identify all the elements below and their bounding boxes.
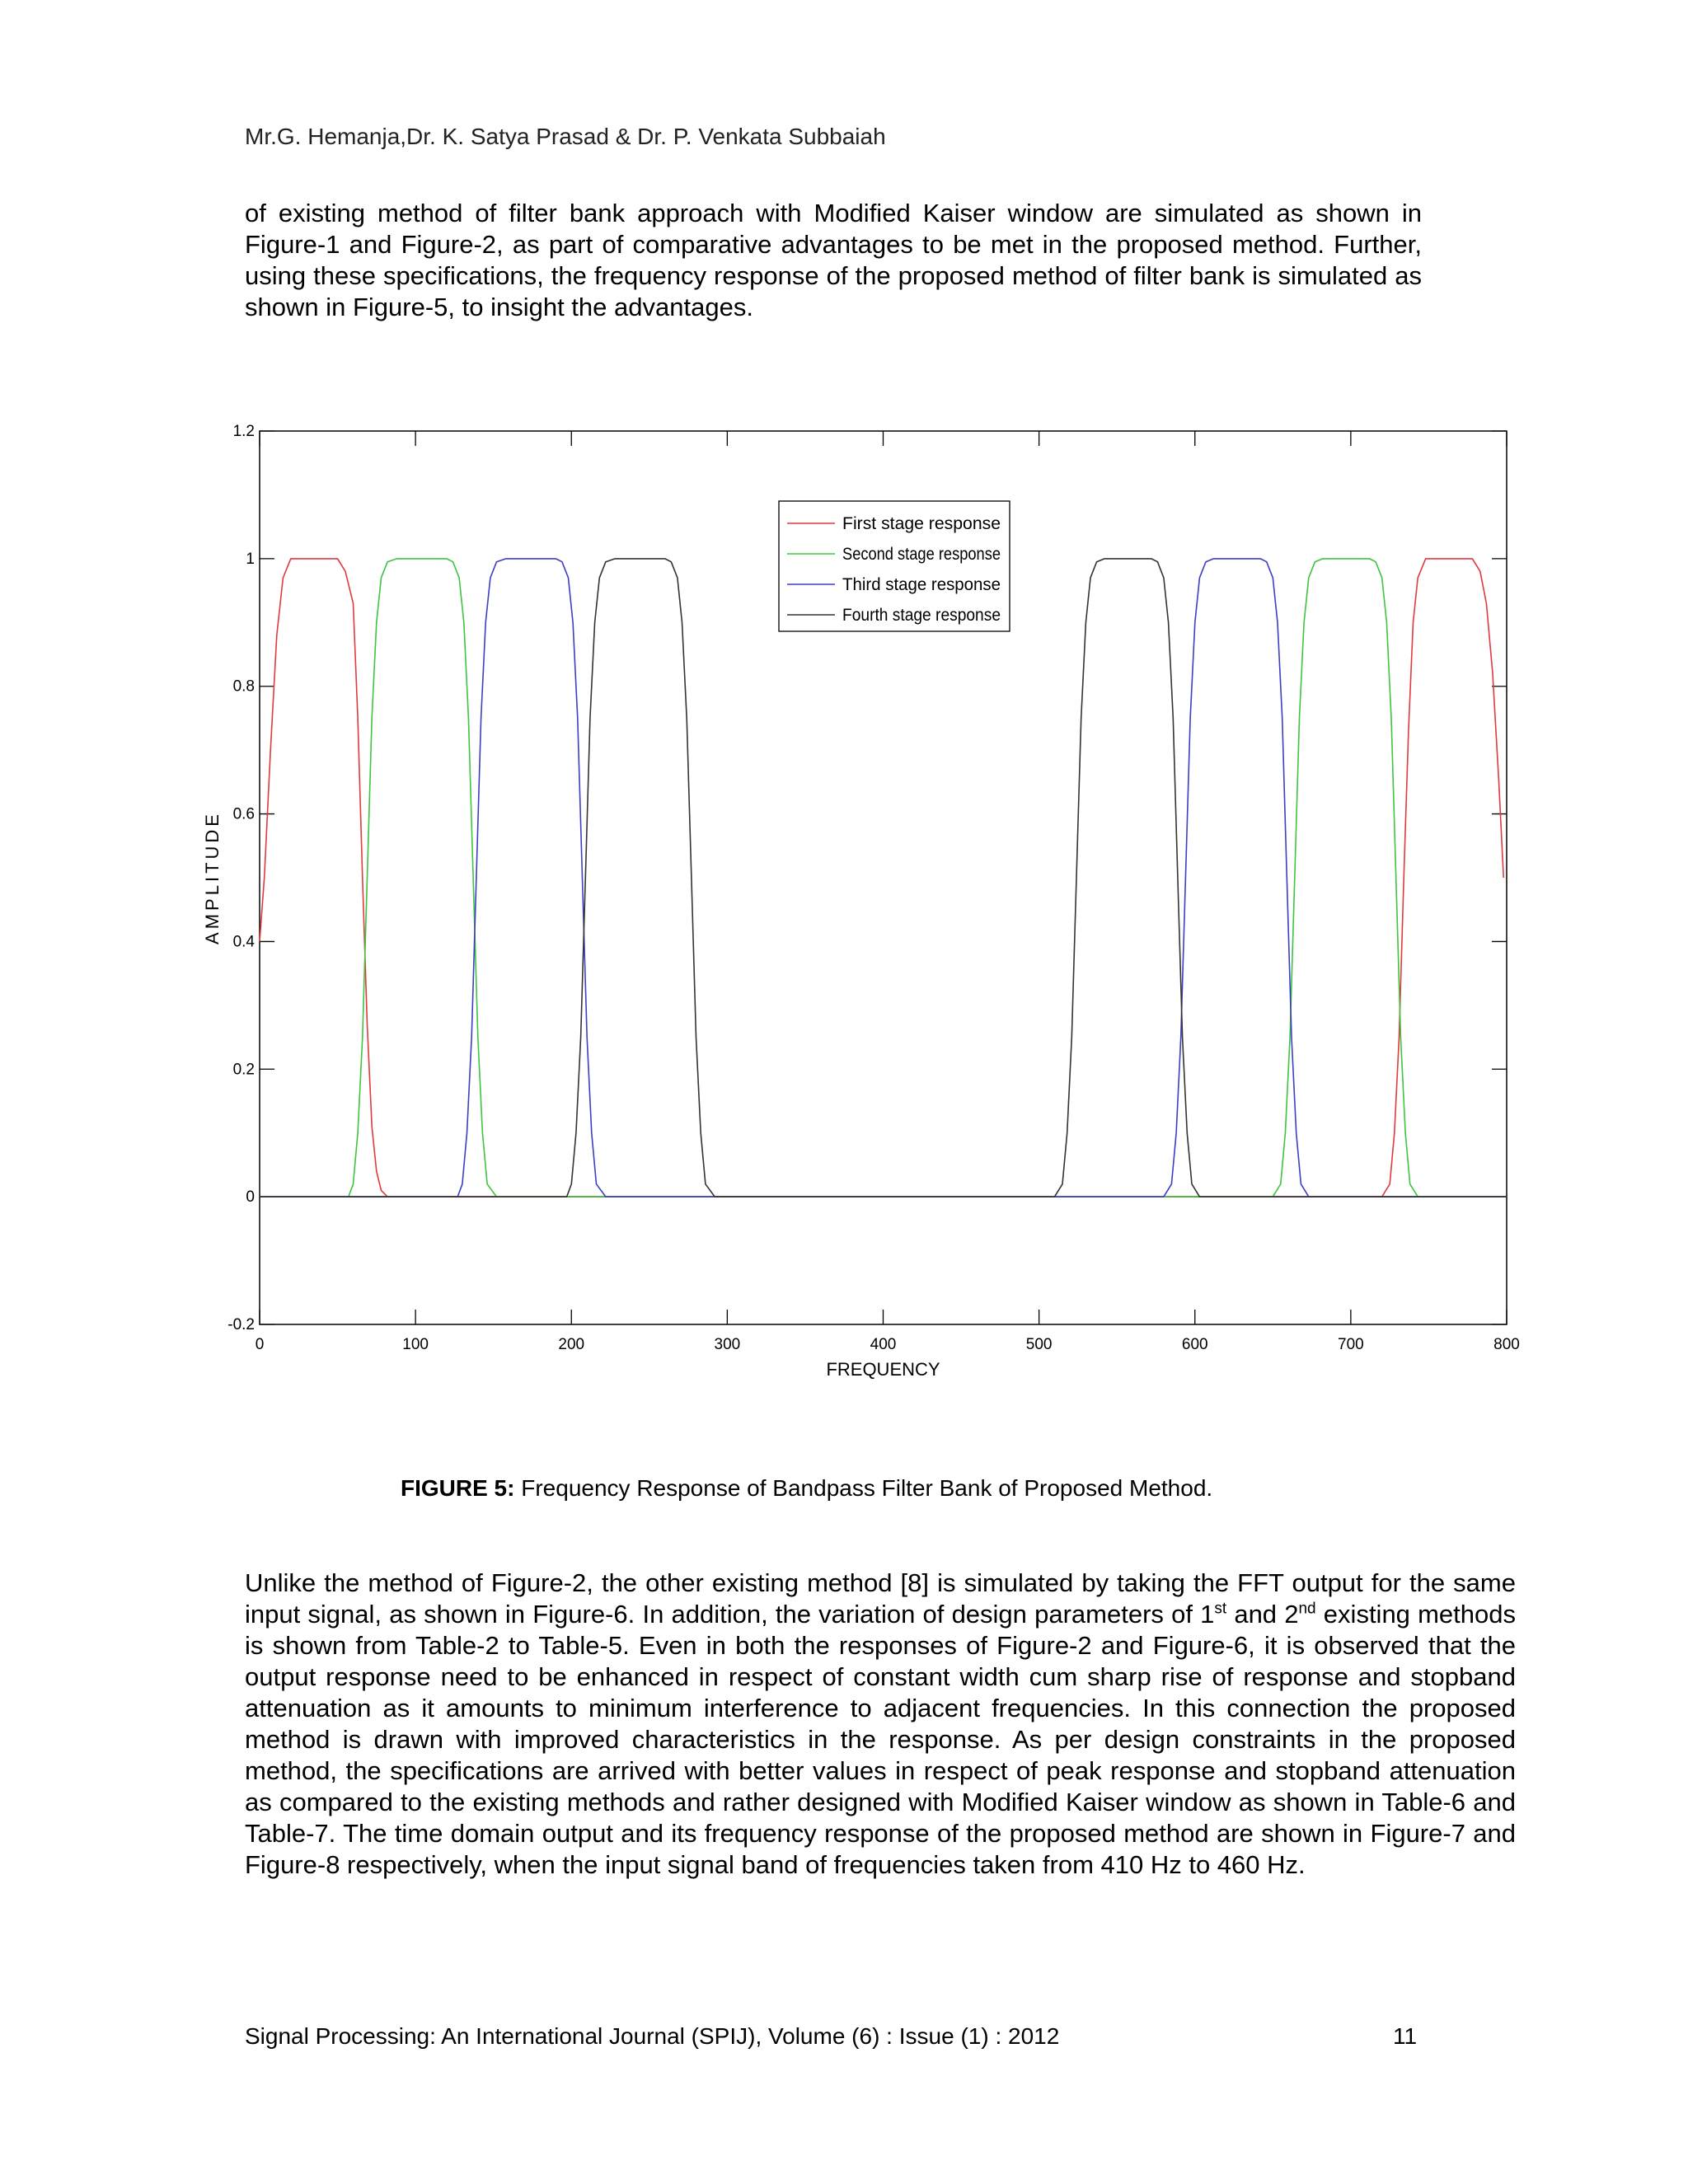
caption-label: FIGURE 5: — [401, 1475, 515, 1501]
x-tick-label: 100 — [402, 1336, 429, 1353]
legend-label-3: Third stage response — [842, 575, 1001, 594]
paragraph-intro: of existing method of filter bank approach with Modified Kaiser window are simulated as shown in Figure-1 and Figure-2, as part of comparative advantages to be met in the proposed method. Further, using these specifications, the frequency response of the proposed method of filter bank is simulated as shown in Figure-5, to insight the advantages. — [245, 199, 1422, 321]
x-tick-label: 400 — [870, 1336, 897, 1353]
legend-label-1: First stage response — [842, 514, 1001, 533]
x-tick-label: 300 — [714, 1336, 741, 1353]
frequency-response-chart — [190, 416, 1541, 1405]
x-axis-label: FREQUENCY — [826, 1359, 940, 1380]
para2-part1: Unlike the method of Figure-2, the other existing method [8] is simulated by taking the FFT output for the same input signal, as shown in Figure-6. In addition, the variation of design parameters of 1 — [245, 1568, 1516, 1629]
figure-caption — [401, 1475, 1212, 1502]
legend-label-4: Fourth stage response — [842, 606, 1001, 625]
y-tick-label: -0.2 — [227, 1316, 255, 1333]
x-tick-label: 600 — [1181, 1336, 1208, 1353]
y-tick-label: 0.4 — [232, 933, 255, 951]
x-tick-label: 700 — [1338, 1336, 1364, 1353]
footer-journal: Signal Processing: An International Journal (SPIJ), Volume (6) : Issue (1) : 2012 — [245, 2023, 1060, 2049]
running-head: Mr.G. Hemanja,Dr. K. Satya Prasad & Dr. P. Venkata Subbaiah — [245, 124, 886, 149]
para2-part3: existing methods is shown from Table-2 to Table-5. Even in both the responses of Figure-2 and Figure-6, it is observed that the output response need to be enhanced in respect of constant width cum sharp rise of response and stopband attenuation as it amounts to minimum interference to adjacent frequencies. In this connection the proposed method is drawn with improved characteristics in the response. As per design constraints in the proposed method, the specifications are arrived with better values in respect of peak response and stopband attenuation as compared to the existing methods and rather designed with Modified Kaiser window as shown in Table-6 and Table-7. The time domain output and its frequency response of the proposed method are shown in Figure-7 and Figure-8 respectively, when the input signal band of frequencies taken from 410 Hz to 460 Hz. — [245, 1600, 1517, 1879]
y-tick-label: 1.2 — [232, 423, 255, 440]
y-tick-label: 0.8 — [232, 677, 255, 696]
para2-part2: and 2 — [1226, 1600, 1299, 1629]
y-axis-label: AMPLITUDE — [202, 811, 223, 944]
x-tick-label: 200 — [558, 1336, 585, 1353]
y-tick-label: 0 — [246, 1188, 255, 1207]
x-tick-label: 500 — [1025, 1336, 1053, 1353]
x-tick-label: 800 — [1493, 1336, 1520, 1353]
y-tick-label: 1 — [246, 550, 255, 568]
superscript-st: st — [1214, 1600, 1227, 1618]
legend-label-2: Second stage response — [842, 545, 1001, 564]
y-tick-label: 0.2 — [232, 1061, 255, 1079]
paragraph-discussion — [245, 1568, 1516, 1881]
page-number: 11 — [1393, 2023, 1418, 2049]
y-tick-label: 0.6 — [232, 805, 255, 823]
x-tick-label: 0 — [255, 1336, 265, 1353]
caption-text: Frequency Response of Bandpass Filter Bank of Proposed Method. — [514, 1475, 1213, 1501]
figure-5 — [190, 416, 1541, 1405]
superscript-nd: nd — [1298, 1600, 1316, 1618]
